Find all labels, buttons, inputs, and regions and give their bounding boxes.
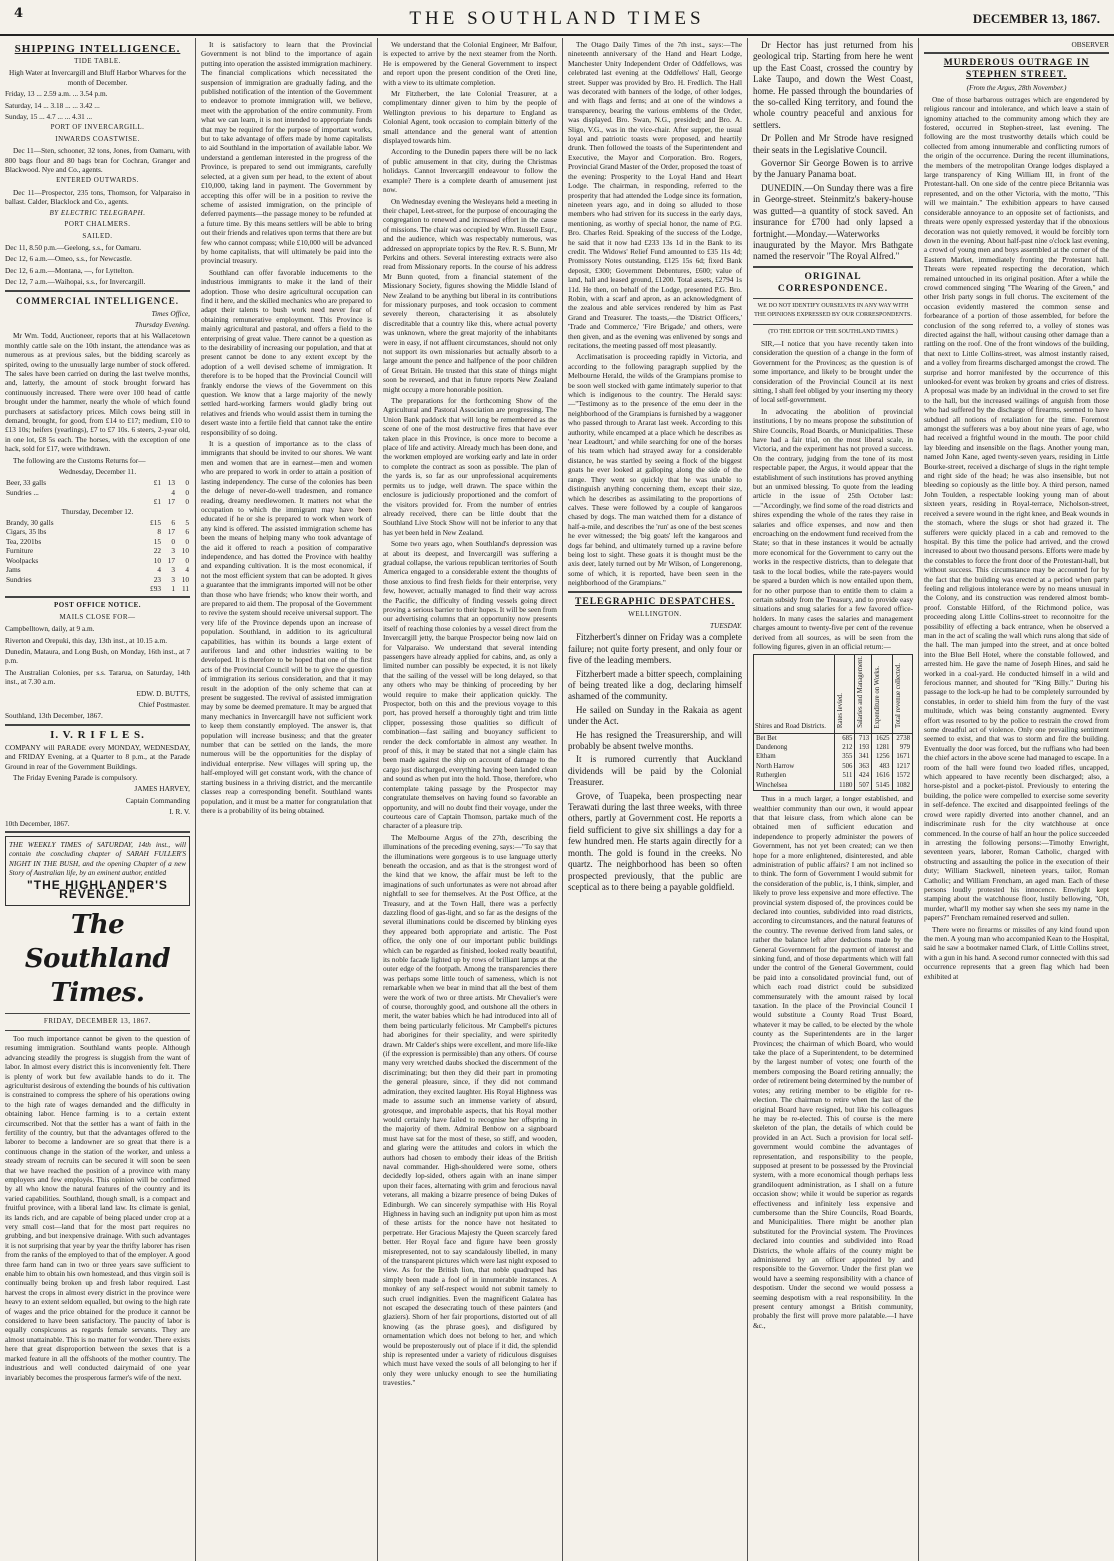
mail-line: Campbelltown, daily, at 9 a.m. xyxy=(5,624,95,634)
mails-close: MAILS CLOSE FOR— xyxy=(59,612,136,621)
rifles-signature: JAMES HARVEY, xyxy=(134,784,190,794)
customs-table-2 xyxy=(5,518,190,593)
telegraphic-paragraph: Fitzherbert's dinner on Friday was a complete failure; not quite forty present, and only four or five of the leading members. xyxy=(568,632,742,666)
inwards-heading: INWARDS COASTWISE. xyxy=(55,134,140,143)
column-2 xyxy=(195,38,377,1561)
inwards-entry: Dec 11—Sten, schooner, 32 tons, Jones, from Oamaru, with 800 bags flour and 80 bags bran for Cochran, Granger and Blackwood. Nye and Co., agents. xyxy=(5,146,190,175)
tide-heading: TIDE TABLE. xyxy=(74,57,121,65)
table-row: Winchelsea 1180 507 5145 1082 xyxy=(754,781,913,791)
sailed-heading: SAILED. xyxy=(82,231,113,240)
rifles-date: 10th December, 1867. xyxy=(5,818,70,828)
outrage-source: (From the Argus, 28th November.) xyxy=(966,83,1067,93)
tide-row: Sunday, 15 ... 4.7 ... ... 4.31 ... xyxy=(5,112,93,122)
column-4 xyxy=(562,38,747,1561)
divider xyxy=(5,831,190,833)
correspondence-heading: ORIGINAL CORRESPONDENCE. xyxy=(777,271,889,294)
postmaster-signature: EDW. D. BUTTS, xyxy=(136,688,190,698)
divider xyxy=(568,591,742,593)
table-header: Rates levied. xyxy=(835,655,855,733)
customs-row: Jams 4 3 4 xyxy=(6,565,189,575)
rifles-unit: I. R. V. xyxy=(169,807,190,817)
customs-row: Sundries ... 4 0 xyxy=(6,487,189,497)
local-paragraph: The preparations for the forthcoming Show of the Agricultural and Pastoral Association are progressing. The Union Bank paddock that will long be remembered as the scene of one of the most destructive fires that have ever taken place in this Province, is once more to become a place of life and activity. Already much has been done, and the workmen employed are working early and late in order to complete the contract as soon as possible. The plan of the yards is, so far as our unprofessional acquirements permits us to judge, well drawn. The space within the enclosure is judiciously proportioned and the comfort of the visitors provided for. From the number of entries already received, there can be little doubt that the Southland Live Stock Show will not be inferior to any that has yet been held in New Zealand. xyxy=(383,396,557,537)
customs-row: Tea, 2201bs 15 0 0 xyxy=(6,536,189,546)
telegraphic-paragraph: Fitzherbert made a bitter speech, complaining of being treated like a dog, declaring himself ashamed of the community. xyxy=(568,668,742,702)
column-3 xyxy=(377,38,562,1561)
telegraphic-heading: TELEGRAPHIC DESPATCHES. xyxy=(575,596,735,607)
weekly-ad-text: THE WEEKLY TIMES of SATURDAY, 14th inst., will contain the concluding chapter of SARAH FULLER'S NIGHT IN THE BUSH, and the opening Chapter of a new Story of Australian life, by an eminent author, entitled xyxy=(9,840,186,878)
telegraphic-day: TUESDAY. xyxy=(710,620,742,630)
correspondence-to-editor: (TO THE EDITOR OF THE SOUTHLAND TIMES.) xyxy=(768,328,898,335)
table-row: Rutherglen 511 424 1616 1572 xyxy=(754,771,913,780)
chalmers-heading: PORT CHALMERS. xyxy=(64,220,131,229)
correspondence-disclaimer: WE DO NOT IDENTIFY OURSELVES IN ANY WAY WITH THE OPINIONS EXPRESSED BY OUR CORRESPONDENTS. xyxy=(754,302,912,319)
telegraphic-paragraph: Dr Hector has just returned from his geological trip. Starting from here he went up the East Coast, crossed the country by Lake Taupo, and down the West Coast, home. He passed through the boundaries of the so-called King territory, and found the whole country peaceful and anxious for settlers. xyxy=(753,40,913,130)
column-1 xyxy=(0,38,195,1561)
postmaster-title: Chief Postmaster. xyxy=(138,699,190,709)
outrage-paragraph: There were no firearms or missiles of any kind found upon the men. A young man who accompanied Kean to the Hospital, said he saw a bootmaker named Clark, of Little Collins street, with a gun in his hand. A second rumor connected with this sad occurrence represents that a green flag which had been exhibited at xyxy=(924,924,1109,981)
rifles-note: The Friday Evening Parade is compulsory. xyxy=(13,773,138,782)
table-header: Total revenue collected. xyxy=(892,655,912,733)
telegraphic-body xyxy=(568,632,742,893)
sailing-entry: Dec 12, 6 a.m.—Montana, —, for Lyttelton. xyxy=(5,265,134,275)
customs-row: Sundries 23 3 10 xyxy=(6,574,189,584)
telegraphic-paragraph: Dr Pollen and Mr Strode have resigned their seats in the Legislative Council. xyxy=(753,133,913,155)
leader-dateline: FRIDAY, DECEMBER 13, 1867. xyxy=(43,1017,152,1026)
rifles-heading: I. V. R I F L E S. xyxy=(50,728,145,741)
weekly-times-ad xyxy=(5,836,190,906)
divider xyxy=(924,52,1109,54)
leader-paragraph: Too much importance cannot be given to the question of resuming immigration. Southland wants people. Although advancing steadily the progress is sluggish from the want of labor. In almost every district this is inconveniently felt. There is plenty of work but few available hands to do it. The agriculturist desirous of extending the bounds of his cultivation is constrained to compress the sphere of his operations owing to the high rate of wages demanded and the difficulty in obtaining labor. Hence farming is to a certain extent circumscribed. Not that the settler has a want of faith in the fertility of the country, but that the advantages offered to the laborer to become a landowner are so great that there is a continuous change in the station of the worker, and unless a steady stream of recruits can be secured it will soon be seen that we have reached the position of a province with many employers and few employés. This opinion will be confirmed by all who know the natural features of the country and its varied capabilities. Southland, though small, is a compact and fruitful province, with a liberal land law. Its climate is genial, its lands rich, and are capable of being placed under crop at a very small cost—land that for the most part requires no grubbing, and but inexpensive drainage. With such advantages it is not surprising that year by year the thrifty laborer has risen from the ranks of the employed to that of the employer. A good three farm hand can in two or three years save sufficient to enable him to obtain his own homestead, and thus virgin soil is continually being broken up and fresh labor required. Last harvest the crops in almost every district in the province were heavy to an extent seldom equalled, but owing to the high rate of wages and the price obtained for the produce it cannot be considered to have been satisfactory. The paucity of labor is equally conspicuous as regards female servants. They are almost unattainable. This is no matter for wonder. There exists here that great disproportion between the sexes that is a marked feature in all the offshoots of the mother country. The industrious and well conducted dairymaid of one year invariably becomes the prosperous farmer's wife of the next. xyxy=(5,1033,190,1382)
leader-paragraph: Southland can offer favorable inducements to the industrious immigrants to make it the land of their adoption. Those who desire agricultural occupation can find it here, and the skilled mechanics who are prepared to adapt their talents to bush work need never fear of obtaining remunerative employment. This Province is mainly agricultural and pastoral, and offers a field to the enterprising of great value. There cannot be a question as to the desirability of increasing our population, and that at present cannot be done to any extent except by the adoption of a well devised scheme of immigration. It therefore is to be hoped that the Provincial Council will frankly endorse the views of the Government on this question. We know that a large majority of the newly settled hard-working farmers would gladly bring out relatives and friends who would assist them in turning the desert waste into a fertile field that cannot take the entire responsibility of so doing. xyxy=(201,267,372,437)
table-header-row xyxy=(754,655,913,733)
divider xyxy=(5,290,190,292)
outrage-paragraph: One of those barbarous outrages which are engendered by religious rancour and intolerance, and which leave a stain of ignominy attached to the community among which they are fostered, occurred in Stephen-street, last evening. The following are the most trustworthy details which could be collected from among innumerable and conflicting rumors of the origin of the occurrence. During the recent illuminations, the members of the metropolitan Orange lodges displayed a large transparency of King William III, in front of the Protestant-hall. On one side of the centre piece Britannia was represented, and on the other Victoria, with the motto, "This will we maintain." The exhibition appears to have caused considerable annoyance to an opposite set of factionists, and threats were openly expressed yesterday that if the obnoxious decoration was not quietly removed, it would be forcibly torn down in the evening. About half-past nine o'clock last evening, a crowd of young men and boys assembled at the corner of the Eastern Market, immediately fronting the Protestant hall. Threats were repeated respecting the decoration, which remained untouched in its original position. After a while the crowd commenced singing "The Wearing of the Green," and other Irish party songs in full chorus. The excitement of the occasion evidently mastered the common sense and forbearance of a portion of those assembled, for before the conclusion of the song referred to, a volley of stones was directed against the hall, without causing other damage than a rattling on the roof. One of the front windows of the building, that next to Little Collins-street, was almost instantly raised, and a volley from firearms discharged amongst the crowd. The surprise and horror manifested by the occurrence of this unlooked-for event was broken by groans and cries of distress. A proposal was made by an individual in the crowd to set fire to the hall, but the increased wailings of anguish from those who had suffered by the discharge of firearms, seemed to have subdued all notions of retaliation for the time. Foremost amongst the sufferers was a boy about nine years of age, who had received a frightful wound in the mouth. The poor child lay bleeding and insensible on the flags. Another young man, named John Kane, aged twenty-seven years, residing in Little Bourke-street, received a discharge of slugs in the right temple and right side of the head; he was also insensible, but not bleeding so copiously as the little boy. A third person, named John Toulden, a respectable looking young man of about sixteen years, residing in Royal-terrace, Nicholson-street, received a severe wound in the right knee, and Beak wounds in the stomach, where the slugs or shot had grazed it. The sufferers were quickly placed in a cab and removed to the hospital. By this time the police had arrived, and the crowd increased to about two thousand persons. Efforts were made by the constables to force the front door of the Protestant-hall, but without success. This circumstance may be accounted for by the fact that the building was erected at a period when party feeling and religious intolerance were by no means unusual in the Colony, and its construction was rendered almost bomb-proof. Constable Hilford, of the Richmond police, was proceeding along Little Collins-street to reconnoitre for the possibility of effecting a back entrance, when he observed a man in the act of scaling the wall which runs along that side of the hall. The man jumped into the street, and at once bolted into the Blue Bell Hotel, where the constable followed, and arrested him. He gave the name of Joseph Hines, and said he worked in a coal-yard. He conducted himself in a wild and ferocious manner, and shouted for "King Billy." During his passage to the lock-up he had to be completely surrounded by constables, in order to shield him from the fury of the vast multitude, which was being constantly augmented. Every effort was resorted to by the police to restrain the crowd from some dreadful act of violence. Only one prevailing sentiment seemed to exist, and that was to storm and fire the building. Eventually the door was forced, but the ruffians who had been the chief actors in the above scene had managed to escape. In a room of the hall were found two loaded rifles, uncapped, which appeared to have recently been discharged; also, a horse-pistol and a pocket-pistol. Previously to entering the building, the police were compelled to exercise some severity in self-defence. The excited and disappointed feelings of the crowd were rapidly diverted into another channel, and an indiscriminate rush for the city watchhouse at once commenced. In the course of half an hour the police succeeded in arresting the following persons:—Timothy Enwright, seventeen years, laborer, Roman Catholic, charged with obstructing and assaulting the police in the execution of their duty; William Stackwell, nineteen years, tailor, Roman Catholic; and William Frencham, an aged man. Each of these persons loudly protested his innocence. Enwright kept stamping about the watchhouse floor, lustily bellowing, "Oh, murder, what'll my mother say when she sees my name in the papers?" Frencham remained reserved and sullen. xyxy=(924,94,1109,923)
telegraphic-paragraph: Governor Sir George Bowen is to arrive by the January Panama boat. xyxy=(753,158,913,180)
column-5 xyxy=(747,38,918,1561)
local-paragraph: We understand that the Colonial Engineer, Mr Balfour, is expected to arrive by the next steamer from the North. He is empowered by the General Government to inspect and report upon the present condition of the Oreti line, with a view to its ultimate completion. xyxy=(383,40,557,87)
customs-total: £93 1 11 xyxy=(150,583,189,593)
telegraphic-paragraph: He sailed on Sunday in the Rakaia as agent under the Act. xyxy=(568,704,742,727)
correspondence-signature: OBSERVER xyxy=(1071,40,1109,49)
local-paragraph: Some two years ago, when Southland's depression was at about its deepest, and Invercargill was suffering a gradual collapse, the various republican territories of South America engaged to a considerable extent the thoughts of those anxious to find fresh fields for their enterprise, very few, however, actually managed to find their way across the Pacific, the difficulty of finding vessels going direct proving a serious barrier to their hopes. It will be seen from our advertising columns that an opportunity now presents itself of reaching those colonies by a vessel direct from the Invercargill jetty, the barque Prospector being now laid on for Valparaiso. We understand that several intending passengers have already applied for cabins, and, as only a limited number can possibly be expected, it is not likely that the sailing of the vessel will be long delayed, so that any others who may be thinking of proceeding by her would require to make their application quickly. The Prospector, both on this and the previous voyage to this port, has proved herself a thoroughly tight and trim little clipper, possessing those qualities so difficult of combination—fast sailing and buoyancy sufficient to render the deck comfortable in almost any weather. In proof of this, it may be stated that not a single claim has been made against the ship on account of damage to the cargo just discharged, everything having been landed clean and sound as when put into the hold. Those, therefore, who contemplate taking passage by the Prospector may congratulate themselves on having found so favorable an opportunity, and will no doubt find their voyage, under the courteous care of Captain Thomson, partake much of the character of a pleasure trip. xyxy=(383,539,557,831)
customs-intro: The following are the Customs Returns for— xyxy=(13,455,146,465)
mail-line: The Australian Colonies, per s.s. Tararua, on Saturday, 14th inst., at 7.30 a.m. xyxy=(5,667,190,687)
customs-table-1 xyxy=(5,478,190,506)
divider xyxy=(753,266,913,268)
page-number: 4 xyxy=(14,6,24,21)
outrage-heading: MURDEROUS OUTRAGE IN STEPHEN STREET. xyxy=(943,58,1090,81)
leader-paragraph: It is a question of importance as to the class of immigrants that should be invited to our shores. We want men and women that are in earnest—men and women who are prepared to work in order to attain a position of lasting independency. The curse of the colonies has been the deluge of never-do-well tradesmen, and romance reading, dreamy needlewomen. It matters not what the occupation to which the immigrant may have been educated if he or she is prepared to work when work of any kind is offered. The assisted immigration scheme has been the means of helping many who took advantage of the aid it offered to reach a position of comparative independence, and has dotted the Province with healthy and expanding cultivation. It is the most economical, if not the most efficient system that can be adopted. It gives a guarantee that the immigrants imported will not be other than those who have friends; who know their worth, and are prepared to aid them. The proposal of the Government to revive the system should receive universal support. The very life of the Province depends upon an increase of population. Southland, in addition to its agricultural capabilities, has within its bounds a large extent of auriferous land and other industries waiting to be developed. It is therefore to be hoped that one of the first acts of the Provincial Council will be to give the question of immigration its serious consideration, and that it may result in the adoption of the only scheme that can at present be suggested. The revival of assisted immigration may by some be deemed premature. It may be argued that many mechanics in Invercargill have not sufficient work to keep them constantly employed. The answer is, that population will increase business; and that the greater number that can be settled on the lands, the more numerous will be the opportunities for the display of individual enterprise. New villages will spring up, the half-employed will get constant work, with the chance of starting business in a thriving district, and the mercantile classes reap a corresponding benefit. Southland wants population, and it must be a matter for congratulation that there is a probability of its being obtained. xyxy=(201,439,372,815)
customs-day-1: Wednesday, December 11. xyxy=(58,467,137,477)
table-row: Dandenong 212 193 1281 979 xyxy=(754,743,913,752)
tide-note: High Water at Invercargill and Bluff Harbor Wharves for the month of December. xyxy=(9,68,186,87)
paper-nameplate: The Southland Times. xyxy=(24,910,171,1009)
local-paragraph: On Wednesday evening the Wesleyans held a meeting in their chapel, Leet-street, for the purpose of encouraging the congregation to renewed and increased effort in the cause of missions. The chair was occupied by Wm. Russell Esqr., and the audience, which was respectably numerous, was addressed on appropriate topics by the Rev. R. S. Bunn, Mr Perkins and others. Several interesting extracts were also read from Missionary reports. In the course of his address Mr Bunn quoted, from a financial statement of the Missionary Society, figures showing the Middle Island of New Zealand to be anything but liberal in its contributions for missionary purposes, and took occasion to comment severely thereon, characterising it as absolutely discreditable that a country like this, where actual poverty was unknown, where the great majority of the inhabitants were in easy, if not affluent circumstances, should not only not support its own missionaries but actually absorb to a large amount the pence and halfpence of the poor children of Great Britain. He trusted that this state of things might soon be reversed, and that in future reports New Zealand might occupy a more honorable position. xyxy=(383,196,557,394)
correspondence-paragraph: Thus in a much larger, a longer established, and wealthier community than our own, it would appear that that leisure class, from which alone can be obtained men of sufficient education and independence to properly administer the powers of Government, has not yet been created; can we then hope for a more enlightened, disinterested, and able administration of public affairs? I am not inclined so to think. The form of Government I would submit for the consideration of the public, is, I think, simpler, and likely to prove less expensive and more effective. The provincial system disposed of, the provinces could be declared into counties, subdivided into road districts, according to circumstances, and the natural features of the country. The revenue derived from land sales, or rather the balance left after deductions made by the General Government for the payment of interest and sinking fund, and of those departments which will fall under the control of the General Government, could be paid into a consolidated provincial fund, out of which each road district could be subsidized commensurately with the amount raised by local taxation. In the place of the Provincial Council I would substitute a County Road Trust Board, whatever it may be called, to be elected by the whole county as the Superintendents are in the larger Provinces; the chairman of which Board, who would take the place of a Superintendent, to be determined by the largest number of votes; one fourth of the members composing the Board retiring annually; the order of retirement being determined by the number of votes; any retiring member to be eligible for re-election. The chairman to retire when the last of the original Board have resigned, but like his colleagues he may be re-elected. This of course is the mere skeleton of the plan, the details of which could be provided in an Act. Such a provision for local self-government would combine the advantages of representation, and responsibility to the people, supposed at present to be possessed by the Provincial system, with a more economical though perhaps less grandiloquent administration, as I shall on a future occasion show; while it would be superior as regards effectiveness and infinitely less expensive and cumbersome than the Shire Councils, Road Boards, and Municipalities. There might be another plan substituted for the Provincial system. The Provinces declared into counties and subdivided into Road Districts, the whole affairs of the county might be administered by an officer appointed by and responsible to the Governor. Under the first plan we would have a seeming responsibility with a chance of despotism. Under the second we would possess a seeming despotism with a real responsibility. In the present century amongst a British community, probably the first will prove more palatable.—I have &c., xyxy=(753,794,913,1330)
correspondence-paragraph: In advocating the abolition of provincial institutions, I by no means propose the substitution of Shire Councils, Road Boards, or Municipalities. These have had a fair trial, on the most liberal scale, in Victoria, and the experiment has not proved a success. On the contrary, judging from the tone of its most respectable paper, the Argus, it would appear that the establishment of such institutions has proved anything but an unmixed blessing. To quote from the leading article in the issue of 25th October last:—"Accordingly, we find some of the road districts and shires expending the whole of the rates they raise in salaries and office expenses, and now and then encroaching on the endowment fund received from the State; so that in these instances it would be actually more economical for the Government to carry out the works in the respective districts, than to delegate that task to the local bodies, while the rate-payers would be spared a burden which is now entailed upon them, for no other purpose than to entitle them to claim a certain subsidy from the Treasury, and to provide easy situations and snug salaries for a few favored office-holders. In many cases the salaries and management charges amount to twenty-five per cent of the revenue derived from all sources, as will be seen from the following figures, given in an official return:— xyxy=(753,406,913,651)
telegraphic-paragraph: It is rumored currently that Auckland dividends will be paid by the Colonial Treasurer. xyxy=(568,754,742,788)
table-row: Bet Bet 685 713 1625 2738 xyxy=(754,733,913,743)
post-office-date: Southland, 13th December, 1867. xyxy=(5,711,103,721)
customs-total: £1 17 0 xyxy=(153,497,189,507)
divider xyxy=(5,596,190,598)
table-header: Shires and Road Districts. xyxy=(754,655,835,733)
post-office-heading: POST OFFICE NOTICE. xyxy=(54,601,141,610)
commercial-report: Mr Wm. Todd, Auctioneer, reports that at his Wallacetown monthly cattle sale on the 10th instant, the attendance was as numerous as at previous sales, but the bidding scarcely as spirited, owing to the unusually large number of stock offered. The sales have been carried on during the last twelve months, and, latterly, the amount of stock brought forward has continuously increased. There were over 100 head of cattle brought under the hammer, nearly the whole of which found purchasers at satisfactory prices. Milch cows being still in demand, brought, for good, from £14 to £17; medium, £10 to £13 10s; heifers (yearlings), £7 to £7 10s. 6 steers, 2-year old, in one lot, £8 5s each. The horses, with the exception of one hack, sold for £17, were withdrawn. xyxy=(5,331,190,454)
telegraph-heading: BY ELECTRIC TELEGRAPH. xyxy=(49,208,146,217)
telegraphic-paragraph: He has resigned the Treasurership, and will probably be absent twelve months. xyxy=(568,729,742,752)
rifles-title: Captain Commanding xyxy=(125,795,190,805)
table-header: Expenditure on Works. xyxy=(872,655,892,733)
sailing-entry: Dec 12, 6 a.m.—Omeo, s.s., for Newcastle. xyxy=(5,254,132,264)
mail-line: Dunedin, Mataura, and Long Bush, on Monday, 16th inst., at 7 p.m. xyxy=(5,646,190,666)
divider xyxy=(753,324,913,325)
column-6 xyxy=(918,38,1114,1561)
mail-line: Riverton and Orepuki, this day, 13th inst., at 10.15 a.m. xyxy=(5,635,168,645)
correspondence-paragraph: SIR,—I notice that you have recently taken into consideration the question of a change in the form of Government for the Provinces; as the question is of some importance, and likely to be brought under the consideration of the Provincial Council at its next sitting, I shall feel obliged by your inserting my theory of local self-government. xyxy=(753,338,913,405)
leader-paragraph: It is satisfactory to learn that the Provincial Government is not blind to the importance of again putting into operation the assisted immigration machinery. The financial complications which necessitated the suspension of immigration are gradually fading, and the published notification of the intention of the Government to endeavor to promote immigration will, we believe, meet with the approbation of the entire community. From what we can learn, it is not intended to appropriate funds that may be required for the purpose of important works, but to take advantage of offers made by home capitalists to aid Southland in the importation of available labor. We understand a gentleman interested in the progress of the Province, is prepared to send out immigrants, carefully selected, at a given sum per head, to the extent of about £10,000, taking land in payment. The Government by accepting this offer will be in a position to revive the scheme of assisted immigration, on the principle of deferred payments—the passage money to be refunded at a future time. By this means settlers will be able to bring out their friends and relatives upon terms that there are but few who cannot compass; while £10,000 will be advanced by home capitalists, that will ultimately be paid into the provincial treasury. xyxy=(201,40,373,266)
telegraphic-place: WELLINGTON. xyxy=(628,609,682,618)
page-columns xyxy=(0,38,1114,1561)
divider xyxy=(5,1013,190,1014)
masthead xyxy=(0,0,1114,36)
newspaper-title: THE SOUTHLAND TIMES xyxy=(409,8,705,29)
customs-day-2: Thursday, December 12. xyxy=(61,506,134,516)
table-row: North Harrow 506 363 483 1217 xyxy=(754,762,913,771)
telegraphic-paragraph: Grove, of Tuapeka, been prospecting near Terawati during the last three weeks, with three others, partly at Government cost. He reports a field sufficient to give six shillings a day for a few hundred men. He starts again directly for a month. The gold is found in the creeks. No quartz. The neighborhood has been so often prospected previously, that the public are sceptical as to there being a payable goldfield. xyxy=(568,790,742,892)
local-paragraph: The Melbourne Argus of the 27th, describing the illuminations of the preceding evening, says:—"To say that the illuminations were gorgeous is to use language utterly beneath the occasion, and as that is the strongest word of the kind that we know, the affair must be left to the imaginations of such unfortunates as were not abroad after nightfall to see for themselves. At the Post Office, at the Treasury, and at the Town Hall, there was a perfectly dazzling flood of gas-light, and so far as the designs of the several illuminations could be discerned by blinking eyes they appeared both appropriate and artistic. The Post office, the only one of our important public buildings which can be regarded as finished, looked really beautiful, its noble facade lighted up by rows of brilliant lamps at the outer edge of the footpath. Among the transparencies there was perhaps some little touch of sameness, which is not remarkable when we bear in mind that all the best of them were the work of two or three artists. Mr Chevalier's were of course, thoroughly good, and outshone all the others in merit, the water babies which he had introduced into all of them being particularly felicitous. Mr Campbell's pictures had aborigines for their speciality, and were spiritedly drawn. Mr Calder's ships were excellent, and more life-like (if the expression is permissible) than any others. Of course many very wretched daubs shocked the discernment of the discriminating; but then they did their part in promoting the general pleasure, since, if they did not command admiration, they excited laughter. His Royal Highness was made to assume such an immense variety of absurd, grotesque, and improbable aspects, that his Royal mother would certainly have failed to recognise her offspring in the majority of them. Admiral Benbow on a signboard must have sat for the most of these, so stiff, and wooden, and glaring were the attitudes and colors in which the authors had chosen to embody their ideas of the British naval commander. High-shouldered were some, others decidedly lop-sided, others again with an inane simper upon their faces, alternating with grim and ferocious naval veterans, all making a bizarre presence of being Dukes of Edinburgh. We can sincerely sympathise with His Royal Highness in having such an indignity put upon him as most of these artists for the nonce have not hesitated to perpetrate. Her Gracious Majesty the Queen scarcely fared better. Her Royal face and figure have been grossly misrepresented, not to say scandalously libelled, in many of the transparent pictures which were last night exposed to view. As for the British lion, that noble quadruped has simply been made a fool of in innumerable instances. A monkey of any self-respect would not submit tamely to such cruel indignities. Even the magnificent Galatea has not escaped the desecrating touch of these painters (and glaziers). Shorn of her fair proportions, distorted out of all knowing (as the phrase goes), and disfigured by ornamentation which does not belong to her, and which would be preposterously out of place if it did, the splendid ship is represented under a variety of ridiculous disguises which must have vexed the souls of all belonging to her if only they were unlucky enough to see the humiliating travesties." xyxy=(383,832,557,1388)
outwards-heading: ENTERED OUTWARDS. xyxy=(56,176,139,185)
local-paragraph: Mr Fitzherbert, the late Colonial Treasurer, at a complimentary dinner given to him by the people of Wellington previous to his departure to England as Colonial Agent, took occasion to complain bitterly of the small attendance and the general want of attention displayed towards him. xyxy=(383,89,557,146)
table-header: Salaries and Management. xyxy=(855,655,872,733)
sailing-entry: Dec 11, 8.50 p.m.—Geelong, s.s., for Oamaru. xyxy=(5,242,142,252)
commercial-heading: COMMERCIAL INTELLIGENCE. xyxy=(15,295,180,306)
customs-row: Furniture 22 3 10 xyxy=(6,546,189,556)
issue-date: DECEMBER 13, 1867. xyxy=(972,11,1100,26)
shipping-heading: SHIPPING INTELLIGENCE. xyxy=(14,43,181,55)
outwards-entry: Dec 11—Prospector, 235 tons, Thomson, for Valparaiso in ballast. Calder, Blacklock and Co., agents. xyxy=(5,187,190,207)
customs-row: Cigars, 35 lbs 8 17 6 xyxy=(6,527,189,537)
local-paragraph: The Otago Daily Times of the 7th inst., says:—The nineteenth anniversary of the Hand and Heart Lodge, Manchester Unity Independent Order of Oddfellows, was celebrated last evening at the Oddfellows' Hall, George street. Supper was provided by Bro. H. Fredlich. The Hall was decorated with banners of the lodge, of other lodges, and with flags and ferns; and at one of the windows a transparency, bearing the various emblems of the Order, was displayed. Bro. Swan, N.G., presided; and Bro. A. Sligo, V.G., was in the vice-chair. After supper, the usual loyal and patriotic toasts were proposed, and heartily drunk. Then followed the toasts of the Superintendent and Executive, the Mayor and Corporation. Bro. Rogers, Provincial Grand Master of the Order, proposed the toast of the evening: Prosperity to the Loyal Hand and Heart Lodge. The chairman, in responding, referred to the prosperity that had attended the Lodge since its formation, nineteen years ago, and in doing so alluded to those members who had striven for its success in the early days, mentioning, as worthy of special honor, the name of P.G. Bro. Charles Reid. Speaking of the success of the Lodge, he said that it now had £233 13s 1d in the Bank to its credit. The Widows' Relief Fund amounted to £35 11s 4d; Promissory Notes outstanding, £125 15s 6d; fixed Bank deposit, £300; Government Debentures, £600; value of land, hall and leased ground, £1200. Total assets, £2794 1s 11d. He then, on behalf of the Lodge, presented P.G. Bro. Robin, with a scarf and apron, as an acknowledgment of the zealous and able services rendered by him as Past Grand and Treasurer. The toasts,—the 'District Officers,' 'Trade and Commerce,' 'Fire Brigade,' and others, were then given, and as the evening was enlivened by songs and recitations, the meeting passed off most pleasantly. xyxy=(568,40,742,350)
local-paragraph: According to the Dunedin papers there will be no lack of public amusement in that city, during the Christmas holidays. Cannot Invercargill endeavour to follow the example? There is a complete dearth of amusement just now. xyxy=(383,147,557,195)
customs-row: Woolpacks 10 17 0 xyxy=(6,555,189,565)
customs-row: Beer, 33 galls £1 13 0 xyxy=(6,478,189,488)
weekly-ad-title: "THE HIGHLANDER'S REVENGE." xyxy=(27,877,168,902)
shire-statistics-table xyxy=(753,654,913,791)
telegraphic-paragraph: DUNEDIN.—On Sunday there was a fire in George-street. Steinmitz's bakery-house was gutted—a quantity of stock saved. An insurance for £700 had only lapsed a fortnight.—Monday.—Waterworks inaugurated by the Mayor. Mrs Bathgate named the reservoir "The Royal Alfred." xyxy=(753,182,913,262)
telegraphic-body-continued xyxy=(753,40,913,263)
divider xyxy=(753,298,913,299)
tide-row: Saturday, 14 ... 3.18 ... ... 3.42 ... xyxy=(5,100,100,110)
divider xyxy=(5,724,190,726)
port-heading: PORT OF INVERCARGILL. xyxy=(50,123,145,132)
divider xyxy=(5,1030,190,1031)
customs-row: Brandy, 30 galls £15 6 5 xyxy=(6,518,189,528)
sailing-entry: Dec 12, 7 a.m.—Waihopai, s.s., for Invercargill. xyxy=(5,277,146,287)
commercial-day: Thursday Evening. xyxy=(134,319,190,329)
table-row: Eltham 355 341 1256 1671 xyxy=(754,752,913,761)
tide-row: Friday, 13 ... 2.59 a.m. ... 3.54 p.m. xyxy=(5,89,108,99)
local-paragraph: Acclimatisation is proceeding rapidly in Victoria, and according to the following paragraph supplied by the Melbourne Herald, the wilds of the Grampians promise to be soon well stocked with game intimately superior to that which is indigenous to the country. The Herald says:—"Testimony as to the presence of the emu deer in the neighborhood of the Grampians is furnished by a waggoner who passed through to Ararat last week. According to this authority, while encamped at a place which he describes as 'near Leadtourt,' and while searching for one of the horses of his team which had strayed away for a considerable distance, he was startled by seeing a flock of the biggest goats he ever looked at galloping along the side of the range. They went so quickly that he was unable to distinguish anything concerning them, except their size, which he describes as assimilating to the proportions of calves. These were followed by a couple of kangaroos chased by dogs. The man watched them for a distance of half-a-mile, and describes the 'run' as one of the best scenes he ever witnessed; the 'big goats' left the kangaroos and dogs far behind, and ultimately turned up a ravine before being lost to sight. These goats it is thought must be the axis deer, lately turned out by Mr Wilson, of Longerenong, some of which, it is reported, have been seen in the neighborhood of the Grampians." xyxy=(568,352,742,588)
commercial-office: Times Office, xyxy=(151,308,190,318)
rifles-notice: COMPANY will PARADE every MONDAY, WEDNESDAY, and FRIDAY Evening, at a Quarter to 8 p.m., at the Parade Ground in rear of the Government Buildings. xyxy=(5,742,190,771)
